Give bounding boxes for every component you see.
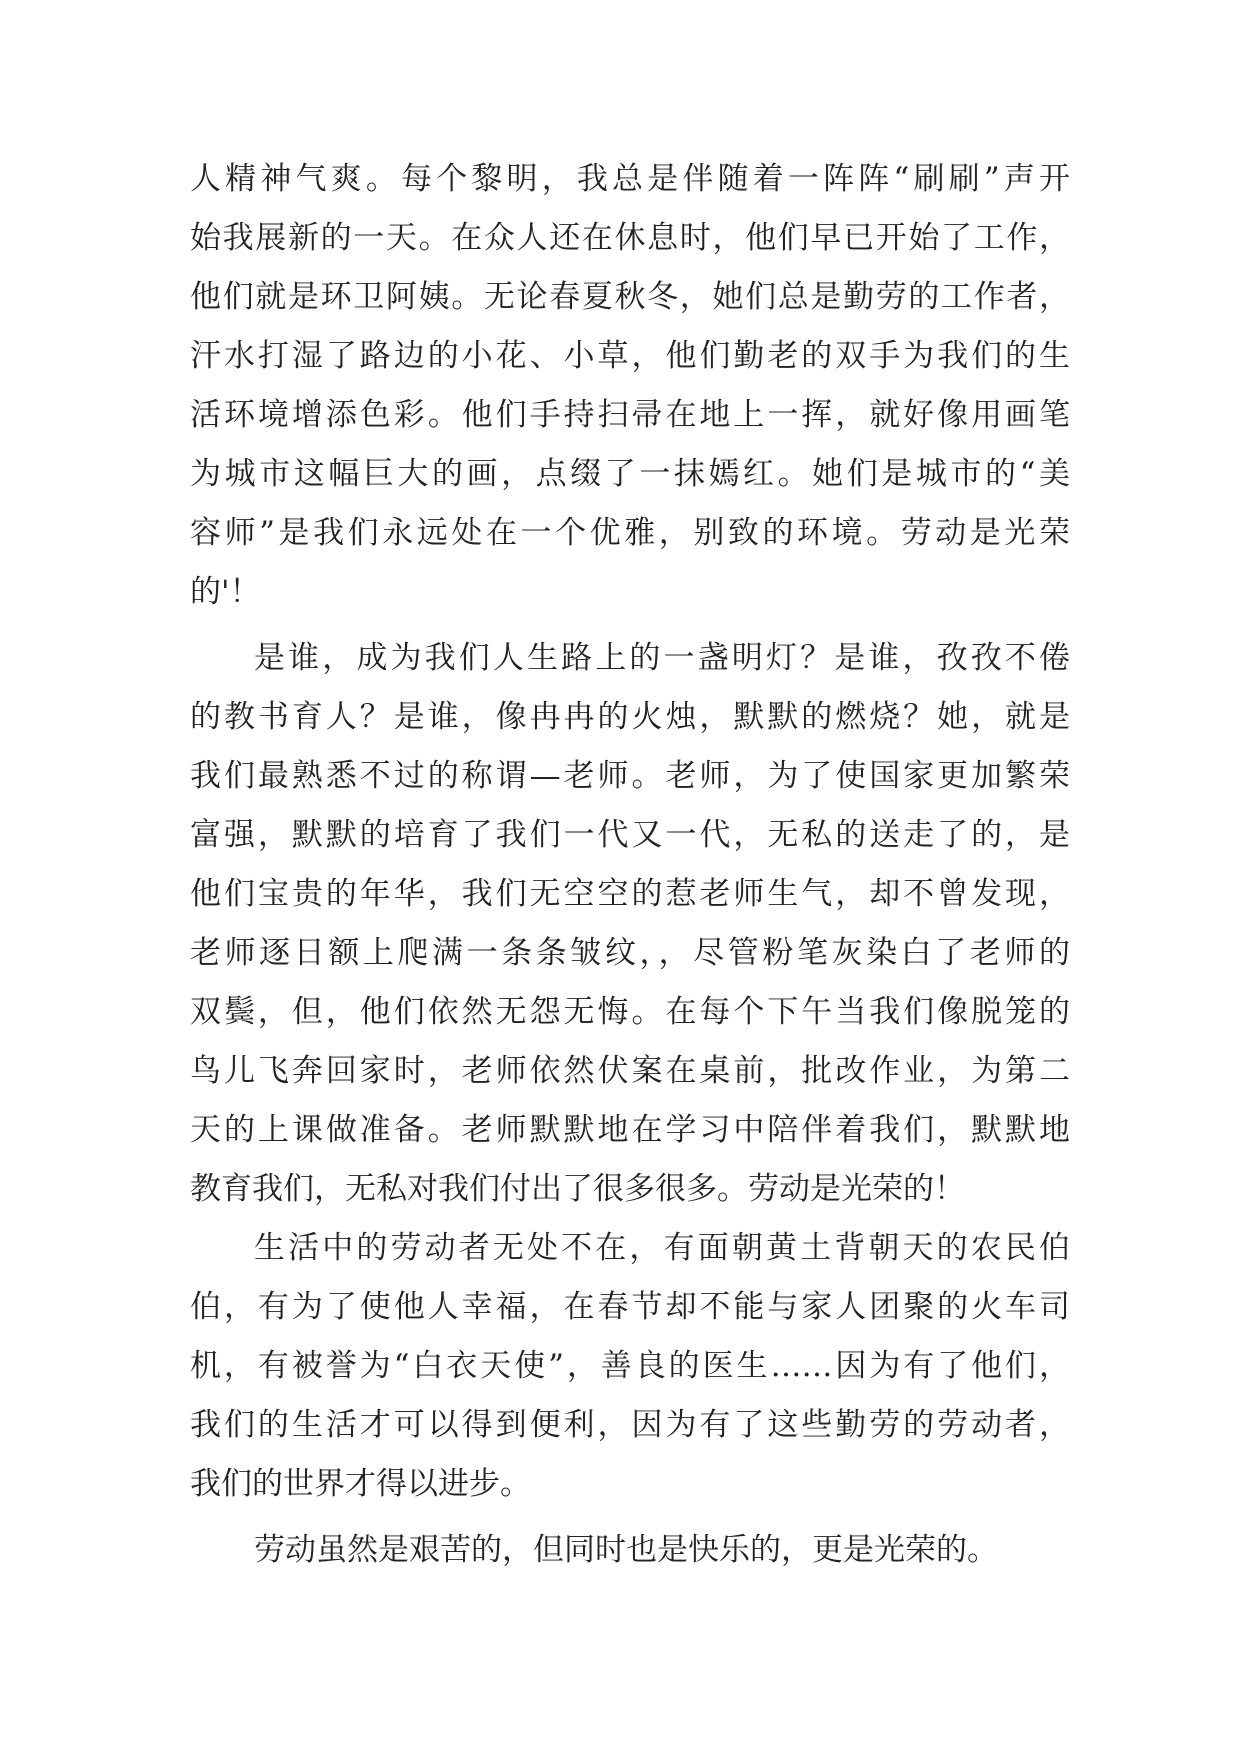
paragraph-gap bbox=[190, 1514, 1070, 1521]
text-line: 为城市这幅巨大的画，点缀了一抹嫣红。她们是城市的“美 bbox=[190, 456, 1070, 492]
text-line: 人精神气爽。每个黎明，我总是伴随着一阵阵“刷刷”声开 bbox=[190, 161, 1070, 197]
text-line: 他们就是环卫阿姨。无论春夏秋冬，她们总是勤劳的工作者， bbox=[190, 279, 1070, 315]
text-line: 劳动虽然是艰苦的，但同时也是快乐的，更是光荣的。 bbox=[254, 1532, 998, 1568]
text-line: 我们最熟悉不过的称谓—老师。老师，为了使国家更加繁荣 bbox=[190, 758, 1070, 794]
text-line: 汗水打湿了路边的小花、小草，他们勤老的双手为我们的生 bbox=[190, 338, 1070, 374]
text-line: 天的上课做准备。老师默默地在学习中陪伴着我们，默默地 bbox=[190, 1112, 1070, 1148]
text-line: 始我展新的一天。在众人还在休息时，他们早已开始了工作， bbox=[190, 220, 1070, 256]
text-line: 他们宝贵的年华，我们无空空的惹老师生气，却不曾发现， bbox=[190, 876, 1070, 912]
text-line: 我们的世界才得以进步。 bbox=[190, 1466, 531, 1502]
text-line: 双鬓，但，他们依然无怨无悔。在每个下午当我们像脱笼的 bbox=[190, 994, 1070, 1030]
text-line: 老师逐日额上爬满一条条皱纹，，尽管粉笔灰染白了老师的 bbox=[190, 935, 1070, 971]
text-line: 机，有被誉为“白衣天使”，善良的医生……因为有了他们， bbox=[190, 1348, 1070, 1384]
text-line: 教育我们，无私对我们付出了很多很多。劳动是光荣的！ bbox=[190, 1171, 965, 1207]
document-body bbox=[190, 150, 1070, 1580]
paragraph-3 bbox=[190, 1219, 1070, 1514]
text-line: 容师”是我们永远处在一个优雅，别致的环境。劳动是光荣 bbox=[190, 515, 1070, 551]
text-line: 的'！ bbox=[190, 574, 261, 610]
text-line: 活环境增添色彩。他们手持扫帚在地上一挥，就好像用画笔 bbox=[190, 397, 1070, 433]
text-line: 的教书育人？是谁，像冉冉的火烛，默默的燃烧？她，就是 bbox=[190, 699, 1070, 735]
text-line: 鸟儿飞奔回家时，老师依然伏案在桌前，批改作业，为第二 bbox=[190, 1053, 1070, 1089]
text-line: 伯，有为了使他人幸福，在春节却不能与家人团聚的火车司 bbox=[190, 1289, 1070, 1325]
text-line: 是谁，成为我们人生路上的一盏明灯？是谁，孜孜不倦 bbox=[254, 640, 1070, 676]
text-line: 我们的生活才可以得到便利，因为有了这些勤劳的劳动者， bbox=[190, 1407, 1070, 1443]
text-line: 生活中的劳动者无处不在，有面朝黄土背朝天的农民伯 bbox=[254, 1230, 1070, 1266]
paragraph-2 bbox=[190, 629, 1070, 1219]
paragraph-4 bbox=[190, 1521, 1070, 1580]
paragraph-1 bbox=[190, 150, 1070, 622]
text-line: 富强，默默的培育了我们一代又一代，无私的送走了的，是 bbox=[190, 817, 1070, 853]
paragraph-gap bbox=[190, 622, 1070, 629]
